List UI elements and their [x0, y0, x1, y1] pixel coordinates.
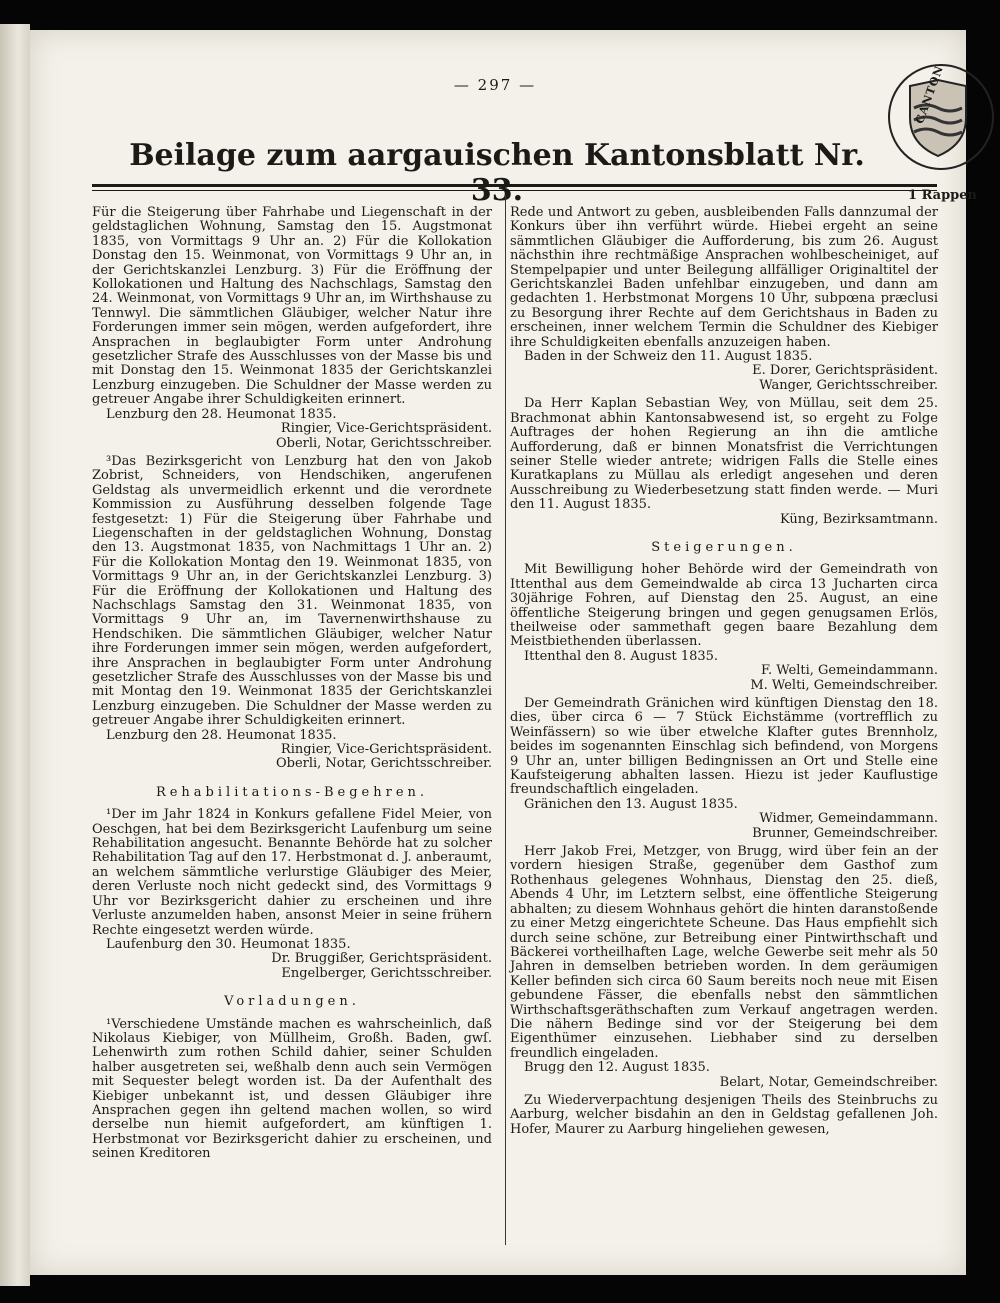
notice-paragraph: ¹Der im Jahr 1824 in Konkurs gefallene Fidel Meier, von Oeschgen, hat bei dem Bezirksgericht Laufenburg um seine Rehabilitation angesucht. Benannte Behörde hat zu solcher Rehabilitation Tag auf den 17. Herbstmonat d. J. anberaumt, an welchem sämmtliche verlurstige Gläubiger des Meier, deren Verluste noch nicht gedeckt sind, des Vormittags 9 Uhr vor Bezirksgericht dahier zu erscheinen und ihre Verluste anzumelden haben, ansonst Meier in seine frühern Rechte eingesetzt werden würde.	[92, 807, 492, 938]
newspaper-page	[30, 30, 977, 1275]
notice-paragraph: Rede und Antwort zu geben, ausbleibenden Falls dannzumal der Konkurs über ihn verführt würde. Hiebei ergeht an seine sämmtlichen Gläubiger die Aufforderung, bis zum 26. August nächsthin ihre rechtmäßige Ansprachen wohlbescheiniget, auf Stempelpapier und unter Beilegung allfälliger Originaltitel der Gerichtskanzlei Baden unfehlbar einzugeben, und dann am gedachten 1. Herbstmonat Morgens 10 Uhr, subpœna præclusi zu Besorgung ihrer Rechte auf dem Gerichtshaus in Baden zu erscheinen, inner welchem Termin die Schuldner des Kiebiger ihre Schuldigkeiten ebenfalls anzuzeigen haben.	[510, 205, 938, 350]
left-column	[92, 206, 492, 1162]
header-rule-thin	[92, 190, 937, 191]
notice-place-date: Ittenthal den 8. August 1835.	[524, 648, 719, 664]
notice-signature: Widmer, Gemeindammann.	[759, 811, 938, 827]
page-title: Beilage zum aargauischen Kantonsblatt Nr.	[129, 138, 865, 173]
section-heading-steigerungen: Steigerungen.	[651, 539, 797, 555]
notice-place-date: Gränichen den 13. August 1835.	[524, 796, 738, 812]
book-spine	[0, 24, 30, 1286]
notice-signature: M. Welti, Gemeindschreiber.	[750, 677, 938, 693]
notice-signature: Wanger, Gerichtsschreiber.	[759, 377, 938, 393]
notice-signature: Engelberger, Gerichtsschreiber.	[281, 965, 492, 981]
page-number: — 297 —	[453, 76, 537, 94]
notice-signature: Oberli, Notar, Gerichtsschreiber.	[275, 756, 492, 772]
notice-place-date: Brugg den 12. August 1835.	[524, 1060, 710, 1076]
notice-paragraph: ³Das Bezirksgericht von Lenzburg hat den von Jakob Zobrist, Schneiders, von Hendschiken, angerufenen Geldstag als unvermeidlich erkennt und die verordnete Kommission zu Ausführung desselben folgende Tage festgesetzt: 1) Für die Steigerung über Fahrhabe und Liegenschaften in der geldstaglichen Wohnung, Donstag den 13. Augstmonat 1835, von Nachmittags 1 Uhr an. 2) Für die Kollokation Montag den 19. Weinmonat 1835, von Vormittags 9 Uhr an, in der Gerichtskanzlei Lenzburg. 3) Für die Eröffnung der Kollokationen und Haltung des Nachschlags Samstag den 31. Weinmonat 1835, von Vormittags 9 Uhr an, im Tavernenwirthshause zu Hendschiken. Die sämmtlichen Gläubiger, welcher Natur ihre Forderungen immer sein mögen, werden aufgefordert, ihre Ansprachen in beglaubigter Form unter Androhung gesetzlicher Strafe des Ausschlusses von der Masse bis und mit Montag den 19. Weinmonat 1835 der Gerichtskanzlei Lenzburg einzugeben. Die Schuldner der Masse werden zu getreuer Angabe ihrer Schuldigkeiten erinnert.	[92, 453, 492, 729]
column-divider	[505, 195, 506, 1245]
tax-stamp	[878, 48, 988, 203]
notice-signature: Oberli, Notar, Gerichtsschreiber.	[275, 435, 492, 451]
notice-place-date: Baden in der Schweiz den 11. August 1835.	[524, 349, 813, 365]
notice-signature: Ringier, Vice-Gerichtspräsident.	[280, 742, 492, 758]
notice-signature: Dr. Bruggißer, Gerichtspräsident.	[271, 951, 492, 967]
notice-place-date: Laufenburg den 30. Heumonat 1835.	[106, 936, 351, 952]
notice-paragraph: Für die Steigerung über Fahrhabe und Liegenschaft in der geldstaglichen Wohnung, Samstag den 15. Augstmonat 1835, von Vormittags 9 Uhr an. 2) Für die Kollokation Donstag den 15. Weinmonat, von Vormittags 9 Uhr an, in der Gerichtskanzlei Lenzburg. 3) Für die Eröffnung der Kollokationen und Haltung des Nachschlags, Samstag den 24. Weinmonat, von Vormittags 9 Uhr an, im Wirthshause zu Tennwyl. Die sämmtlichen Gläubiger, welcher Natur ihre Forderungen immer sein mögen, werden aufgefordert, ihre Ansprachen in beglaubigter Form unter Androhung gesetzlicher Strafe des Ausschlusses von der Masse bis und mit Donstag den 15. Weinmonat 1835 der Gerichtskanzlei Lenzburg einzugeben. Die Schuldner der Masse werden zu getreuer Angabe ihrer Schuldigkeiten erinnert.	[92, 205, 492, 408]
notice-paragraph: Herr Jakob Frei, Metzger, von Brugg, wird über fein an der vordern hiesigen Straße, gegenüber dem Gasthof zum Rothenhaus gelegenes Wohnhaus, Dienstag den 25. dieß, Abends 4 Uhr, im Letztern selbst, eine öffentliche Steigerung abhalten; zu diesem Wohnhaus gehört die hinten daranstoßende zu einer Metzg eingerichtete Scheune. Das Haus empfiehlt sich durch seine schöne, zur Betreibung einer Pintwirthschaft und Bäckerei vortheilhaften Lage, welche Gewerbe seit mehr als 50 Jahren in demselben betrieben worden. In dem geräumigen Keller befinden sich circa 60 Saum bereits noch neue mit Eisen gebundene Fässer, die ebenfalls nebst den sämmtlichen Wirthschaftsgeräthschaften zum Verkauf angetragen werden. Die nähern Bedinge sind vor der Steigerung bei dem Eigenthümer einzusehen. Liebhaber sind zu derselben freundlich eingeladen.	[510, 844, 938, 1061]
notice-signature: Brunner, Gemeindschreiber.	[752, 825, 938, 841]
stamp-value: 1 Rappen	[908, 188, 977, 203]
notice-paragraph: Mit Bewilligung hoher Behörde wird der Gemeindrath von Ittenthal aus dem Gemeindwalde ab circa 13 Jucharten circa 30jährige Fohren, auf Dienstag den 25. August, an eine öffentliche Steigerung bringen und gegen genugsamen Erlös, theilweise oder sammethaft gegen baare Bezahlung dem Meistbiethenden überlassen.	[510, 562, 938, 650]
section-heading-rehabilitation: Rehabilitations-Begehren.	[155, 784, 429, 800]
section-heading-vorladungen: Vorladungen.	[224, 994, 360, 1010]
notice-paragraph: Der Gemeindrath Gränichen wird künftigen Dienstag den 18. dies, über circa 6 — 7 Stück Eichstämme (vortrefflich zu Weinfässern) so wie über etwelche Klafter gutes Brennholz, beides im sogenannten Einschlag sich befindend, von Morgens 9 Uhr an, unter billigen Bedingnissen an Ort und Stelle eine Kaufsteigerung abhalten lassen. Hiezu ist jeder Kauflustige freundschaftlich eingeladen.	[510, 696, 938, 798]
notice-signature: Belart, Notar, Gemeindschreiber.	[719, 1074, 938, 1090]
notice-signature: Ringier, Vice-Gerichtspräsident.	[280, 421, 492, 437]
stamp-label: CANTON	[913, 63, 947, 126]
notice-paragraph: Da Herr Kaplan Sebastian Wey, von Müllau, seit dem 25. Brachmonat abhin Kantonsabwesend ist, so ergeht zu Folge Auftrages der hohen Regierung an ihn die amtliche Aufforderung, daß er binnen Monatsfrist die Verrichtungen seiner Stelle wieder antrete; widrigen Falls die Stelle eines Kuratkaplans zu Müllau als erledigt angesehen und deren Ausschreibung zu Wiederbesetzung statt finden werde. — Muri den 11. August 1835.	[510, 396, 938, 513]
notice-signature: F. Welti, Gemeindammann.	[760, 663, 938, 679]
notice-paragraph: Zu Wiederverpachtung desjenigen Theils des Steinbruchs zu Aarburg, welcher bisdahin an den in Geldstag gefallenen Joh. Hofer, Maurer zu Aarburg hingeliehen gewesen,	[510, 1092, 938, 1137]
right-column	[510, 206, 938, 1137]
header-rule-thick	[92, 184, 937, 187]
notice-signature: E. Dorer, Gerichtspräsident.	[752, 363, 938, 379]
notice-place-date: Lenzburg den 28. Heumonat 1835.	[106, 727, 337, 743]
notice-signature: Küng, Bezirksamtmann.	[779, 511, 938, 527]
notice-place-date: Lenzburg den 28. Heumonat 1835.	[106, 406, 337, 422]
notice-paragraph: ¹Verschiedene Umstände machen es wahrscheinlich, daß Nikolaus Kiebiger, von Müllheim, Großh. Baden, gwſ. Lehenwirth zum rothen Schild dahier, seiner Schulden halber ausgetreten sei, weßhalb denn auch sein Vermögen mit Sequester belegt worden ist. Da der Aufenthalt des Kiebiger unbekannt ist, und dessen Gläubiger ihre Ansprachen gegen ihn geltend machen wollen, so wird derselbe nun hiemit aufgefordert, am künftigen 1. Herbstmonat vor Bezirksgericht dahier zu erscheinen, und seinen Kreditoren	[92, 1016, 492, 1162]
